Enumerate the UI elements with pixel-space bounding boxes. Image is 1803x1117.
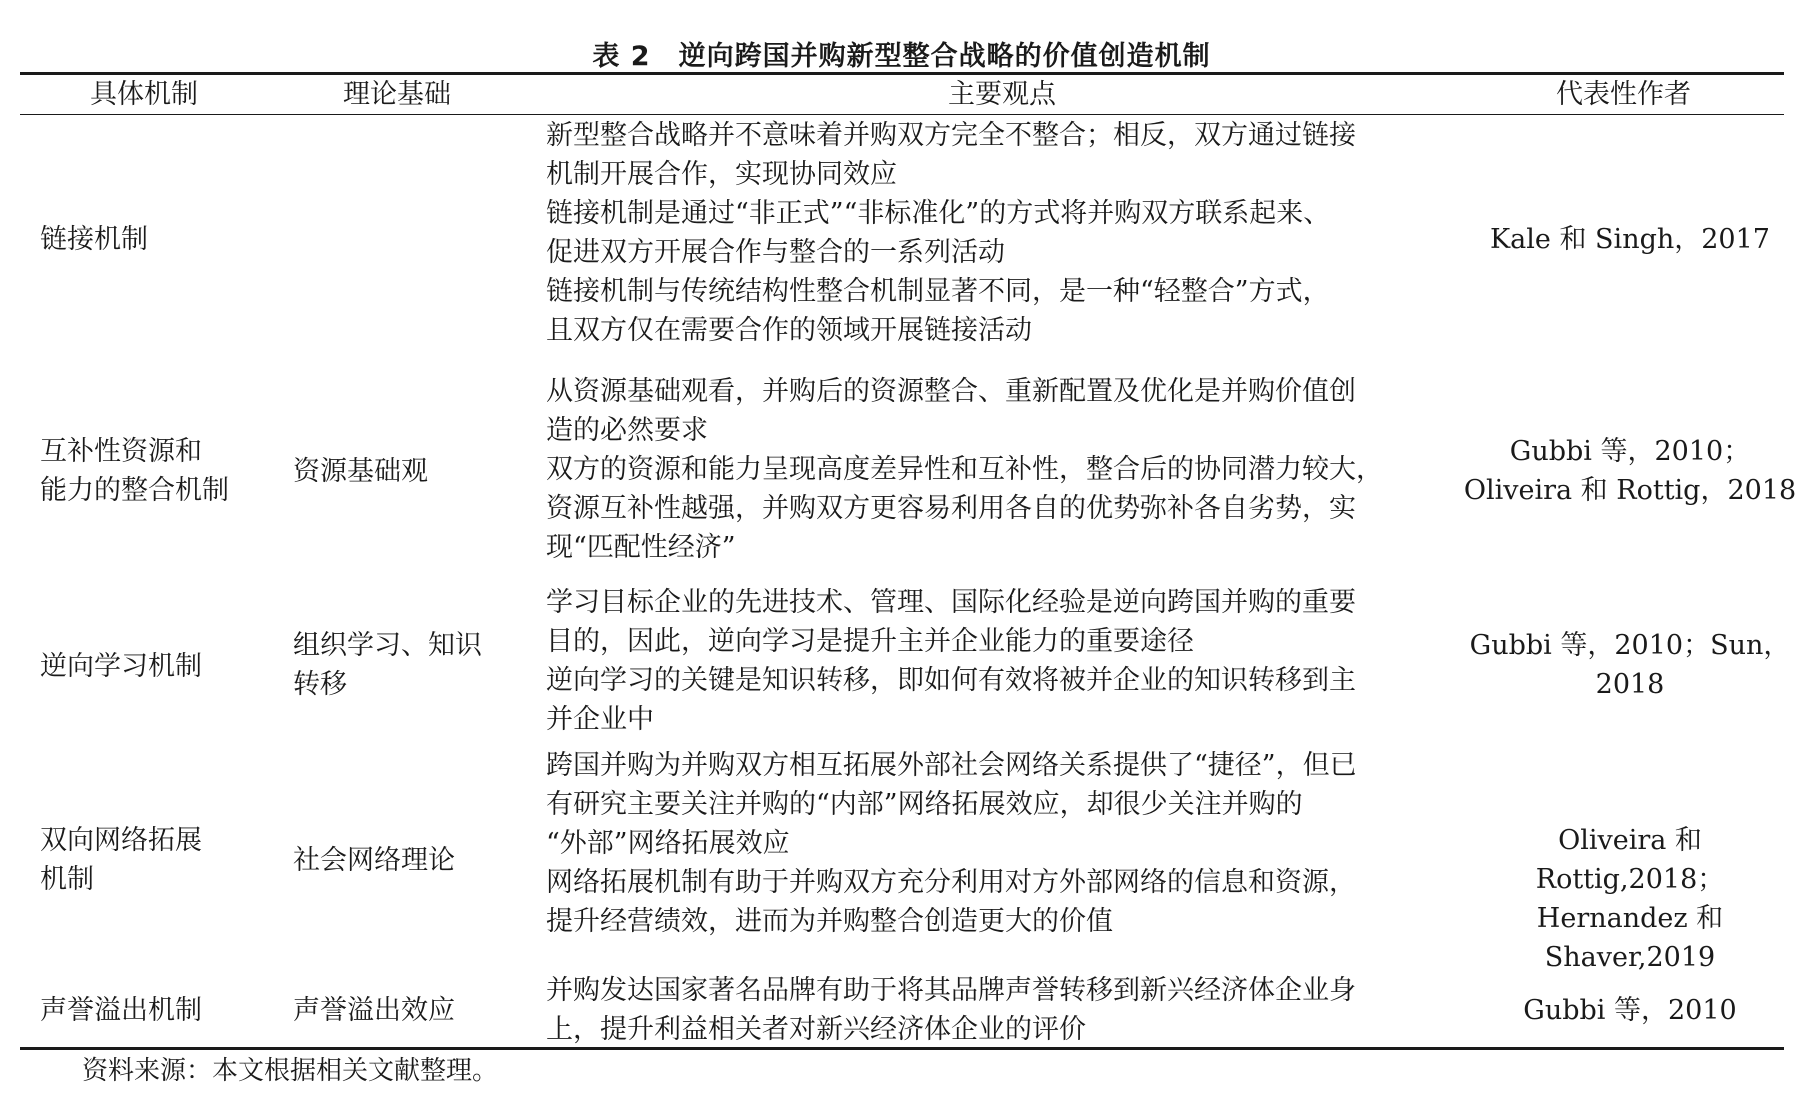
mechanism-line: 机制 — [40, 864, 94, 895]
theory-line: 声誉溢出效应 — [293, 995, 455, 1026]
row-2-theory — [293, 452, 428, 491]
mechanism-line: 能力的整合机制 — [40, 475, 229, 506]
row-3-mechanism — [40, 647, 202, 686]
point-line: 造的必然要求 — [546, 415, 708, 446]
point-line: 资源互补性越强，并购双方更容易利用各自的优势弥补各自劣势，实 — [546, 493, 1356, 524]
row-3-theory — [293, 626, 482, 704]
row-5-theory — [293, 991, 455, 1030]
point-line: 双方的资源和能力呈现高度差异性和互补性，整合后的协同潜力较大， — [546, 454, 1383, 485]
row-2-authors — [1460, 432, 1800, 510]
row-4-theory — [293, 841, 455, 880]
author-line: Kale 和 Singh，2017 — [1490, 224, 1770, 255]
row-3-points — [546, 583, 1356, 739]
author-line: Oliveira 和 Rottig,2018； — [1535, 825, 1725, 895]
author-line: Gubbi 等，2010； — [1509, 436, 1751, 467]
point-line: 上，提升利益相关者对新兴经济体企业的评价 — [546, 1014, 1086, 1045]
point-line: 目的，因此，逆向学习是提升主并企业能力的重要途径 — [546, 626, 1194, 657]
header-authors: 代表性作者 — [1556, 79, 1691, 110]
header-theory: 理论基础 — [343, 79, 451, 110]
mechanism-line: 互补性资源和 — [40, 436, 202, 467]
point-line: 有研究主要关注并购的“内部”网络拓展效应，却很少关注并购的 — [546, 789, 1303, 820]
point-line: 现“匹配性经济” — [546, 532, 736, 563]
point-line: 且双方仅在需要合作的领域开展链接活动 — [546, 315, 1032, 346]
row-5-authors — [1460, 991, 1800, 1030]
header-mechanism: 具体机制 — [90, 79, 198, 110]
author-line: Gubbi 等，2010 — [1523, 995, 1737, 1026]
point-line: 促进双方开展合作与整合的一系列活动 — [546, 237, 1005, 268]
point-line: 链接机制是通过“非正式”“非标准化”的方式将并购双方联系起来、 — [546, 198, 1331, 229]
point-line: 链接机制与传统结构性整合机制显著不同，是一种“轻整合”方式， — [546, 276, 1330, 307]
table-top-rule — [20, 72, 1784, 75]
point-line: 提升经营绩效，进而为并购整合创造更大的价值 — [546, 906, 1113, 937]
table-caption: 表 2 逆向跨国并购新型整合战略的价值创造机制 — [592, 41, 1211, 72]
point-line: 新型整合战略并不意味着并购双方完全不整合；相反，双方通过链接 — [546, 120, 1356, 151]
row-1-points — [546, 116, 1356, 350]
row-1-authors — [1460, 220, 1800, 259]
point-line: “外部”网络拓展效应 — [546, 828, 790, 859]
author-line: Hernandez 和 Shaver,2019 — [1536, 903, 1724, 973]
row-4-authors — [1460, 821, 1800, 977]
author-line: 2018 — [1595, 669, 1665, 700]
point-line: 学习目标企业的先进技术、管理、国际化经验是逆向跨国并购的重要 — [546, 587, 1356, 618]
row-5-mechanism — [40, 991, 202, 1030]
table-bottom-rule — [20, 1047, 1784, 1050]
theory-line: 资源基础观 — [293, 456, 428, 487]
header-points: 主要观点 — [948, 79, 1056, 110]
point-line: 跨国并购为并购双方相互拓展外部社会网络关系提供了“捷径”，但已 — [546, 750, 1357, 781]
row-4-mechanism — [40, 821, 202, 899]
point-line: 逆向学习的关键是知识转移，即如何有效将被并企业的知识转移到主 — [546, 665, 1356, 696]
row-2-points — [546, 372, 1383, 567]
theory-line: 组织学习、知识 — [293, 630, 482, 661]
table-source-note: 资料来源：本文根据相关文献整理。 — [82, 1056, 499, 1086]
row-5-points — [546, 971, 1356, 1049]
point-line: 并企业中 — [546, 704, 654, 735]
mechanism-line: 链接机制 — [40, 224, 148, 255]
table-header-rule — [20, 114, 1784, 115]
mechanism-line: 声誉溢出机制 — [40, 995, 202, 1026]
author-line: Gubbi 等，2010；Sun， — [1469, 630, 1791, 661]
point-line: 并购发达国家著名品牌有助于将其品牌声誉转移到新兴经济体企业身 — [546, 975, 1356, 1006]
mechanism-line: 逆向学习机制 — [40, 651, 202, 682]
row-2-mechanism — [40, 432, 229, 510]
point-line: 网络拓展机制有助于并购双方充分利用对方外部网络的信息和资源， — [546, 867, 1356, 898]
mechanism-line: 双向网络拓展 — [40, 825, 202, 856]
row-3-authors — [1460, 626, 1800, 704]
author-line: Oliveira 和 Rottig，2018 — [1463, 475, 1797, 506]
theory-line: 社会网络理论 — [293, 845, 455, 876]
point-line: 机制开展合作，实现协同效应 — [546, 159, 897, 190]
row-1-mechanism — [40, 220, 148, 259]
point-line: 从资源基础观看，并购后的资源整合、重新配置及优化是并购价值创 — [546, 376, 1356, 407]
theory-line: 转移 — [293, 669, 347, 700]
row-4-points — [546, 746, 1357, 941]
